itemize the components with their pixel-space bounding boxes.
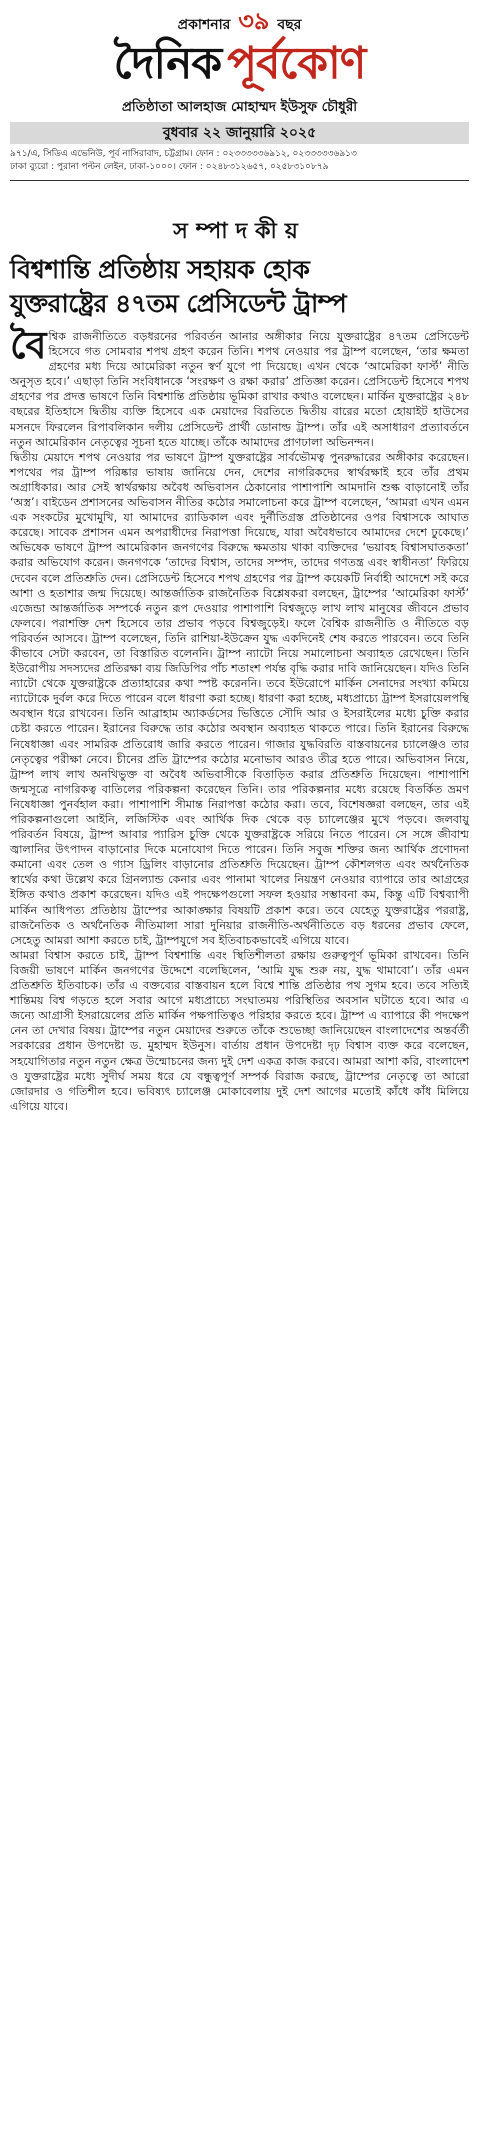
logo-part2: পূর্বকোণ bbox=[227, 38, 366, 89]
headline-line-1: বিশ্বশান্তি প্রতিষ্ঠায় সহায়ক হোক bbox=[10, 255, 310, 284]
anniversary-suffix: বছর bbox=[277, 17, 302, 33]
paragraph: আমরা বিশ্বাস করতে চাই, ট্রাম্প বিশ্বশান্তি এবং স্থিতিশীলতা রক্ষায় গুরুত্বপূর্ণ ভূমিকা রাখবেন। তিনি বিজয়ী ভাষণে মার্কিন জনগণের উদ্দেশে বলেছিলেন, ‘আমি যুদ্ধ শুরু নয়, যুদ্ধ থামাবো’। তাঁর এমন প্রতিশ্রুতি ইতিবাচক। তাঁর এ বক্তব্যের বাস্তবায়ন হলে বিশ্বে শান্তি প্রতিষ্ঠার পথ সুগম হবে। তবে সত্যিই শান্তিময় বিশ্ব গড়তে হলে সবার আগে মধ্যপ্রাচ্যে সংঘাতময় পরিস্থিতির অবসান ঘটাতে হবে। আর এ জন্যে আগ্রাসী ইসরায়েলের প্রতি মার্কিন পক্ষপাতিত্বও পরিহার করতে হবে। ট্রাম্প এ ব্যাপারে কী পদক্ষেপ নেন তা দেখার বিষয়। ট্রাম্পের নতুন মেয়াদের শুরুতে তাঁকে শুভেচ্ছা জানিয়েছেন বাংলাদেশের অন্তর্বর্তী সরকারের প্রধান উপদেষ্টা ড. মুহাম্মদ ইউনুস। বার্তায় প্রধান উপদেষ্টা দৃঢ় বিশ্বাস ব্যক্ত করে বলেছেন, সহযোগিতার নতুন নতুন ক্ষেত্র উন্মোচনের জন্য দুই দেশ একত্র কাজ করবে। আমরা আশা করি, বাংলাদেশ ও যুক্তরাষ্ট্রের মধ্যে সুদীর্ঘ সময় ধরে যে বন্ধুত্বপূর্ণ সম্পর্ক বিরাজ করছে, ট্রাম্পের নেতৃত্বে তা আরো জোরদার ও গতিশীল হবে। ভবিষ্যৎ চ্যালেঞ্জ মোকাবেলায় দুই দেশ আগের মতোই কাঁধে কাঁধ মিলিয়ে এগিয়ে যাবে। bbox=[10, 948, 469, 1113]
anniversary-number: ৩৯ bbox=[238, 7, 270, 35]
date-bar: বুধবার ২২ জানুয়ারি ২০২৫ bbox=[10, 122, 469, 144]
article-body bbox=[10, 323, 469, 1114]
address-line-1: ৯৭১/এ, সিডিএ এভেনিউ, পূর্ব নাসিরাবাদ, চট্টগ্রাম। ফোন : ০২৩৩৩৩৩৬৯১২, ০২৩৩৩৩৩৬৯১৩ bbox=[10, 149, 357, 159]
article-headline bbox=[10, 253, 469, 321]
newspaper-logo bbox=[10, 34, 469, 94]
section-title: সম্পাদকীয় bbox=[173, 219, 306, 244]
paragraph-text: শ্বিক রাজনীতিতে বড়ধরনের পরিবর্তন আনার অঙ্গীকার নিয়ে যুক্তরাষ্ট্রের ৪৭তম প্রেসিডেন্ট হিসেবে গত সোমবার শপথ গ্রহণ করেন তিনি। শপথ নেওয়ার পর ট্রাম্প বলেছেন, ‘তার ক্ষমতা গ্রহণের মধ্য দিয়ে আমেরিকা নতুন স্বর্ণ যুগে পা দিয়েছে। এখন থেকে ‘আমেরিকা ফার্স্ট’ নীতি অনুসৃত হবে।’ এছাড়া তিনি সংবিধানকে ‘সংরক্ষণ ও রক্ষা করার’ প্রতিজ্ঞা করেন। প্রেসিডেন্ট হিসেবে শপথ গ্রহণের পর প্রদত্ত ভাষণে তিনি বিশ্বশান্তি প্রতিষ্ঠায় ভূমিকা রাখার কথাও বলেছেন। মার্কিন যুক্তরাষ্ট্রের ২৪৮ বছরের ইতিহাসে দ্বিতীয় ব্যক্তি হিসেবে এক মেয়াদের বিরতিতে দ্বিতীয় বারের মতো হোয়াইট হাউসের মসনদে ফিরলেন রিপাবলিকান দলীয় প্রেসিডেন্ট প্রার্থী ডোনাল্ড ট্রাম্প। তাঁর এই অসাধারণ প্রত্যাবর্তনে নতুন আমেরিকান নেতৃত্বের সূচনা হতে যাচ্ছে। তাঁকে আমাদের প্রাণঢালা অভিনন্দন। bbox=[10, 330, 469, 449]
paragraph bbox=[10, 323, 469, 450]
founder-line: প্রতিষ্ঠাতা আলহাজ মোহাম্মদ ইউসুফ চৌধুরী bbox=[121, 99, 358, 115]
logo-part1: দৈনিক bbox=[113, 38, 222, 89]
drop-cap: বৈ bbox=[10, 323, 47, 367]
anniversary-banner bbox=[10, 8, 469, 34]
paragraph: দ্বিতীয় মেয়াদে শপথ নেওয়ার পর ভাষণে ট্রাম্প যুক্তরাষ্ট্রের সার্বভৌমত্ব পুনরুদ্ধারের অঙ্গীকার করেছেন। শপথের পর ট্রাম্প পরিষ্কার ভাষায় জানিয়ে দেন, দেশের নাগরিকদের স্বার্থরক্ষাই হবে তাঁর প্রথম অগ্রাধিকার। আর সেই স্বার্থরক্ষায় অবৈধ অভিবাসন ঠেকানোর পাশাপাশি আমদানি শুল্ক বাড়ানোই তাঁর ‘অস্ত্র’। বাইডেন প্রশাসনের অভিবাসন নীতির কঠোর সমালোচনা করে ট্রাম্প বলেছেন, ‘আমরা এখন এমন এক সংকটের মুখোমুখি, যা আমাদের র‍্যাডিকাল এবং দুর্নীতিগ্রস্ত প্রতিষ্ঠানের ওপর বিশ্বাসকে আঘাত করেছে। সাবেক প্রশাসন এমন অপরাধীদের নিরাপত্তা দিয়েছে, যারা অবৈধভাবে আমাদের দেশে ঢুকেছে।’ অভিষেক ভাষণে ট্রাম্প আমেরিকান জনগণের বিরুদ্ধে ক্ষমতায় থাকা ব্যক্তিদের ‘ভয়াবহ বিশ্বাসঘাতকতা’ করার অভিযোগ করেন। জনগণকে ‘তাদের বিশ্বাস, তাদের সম্পদ, তাদের গণতন্ত্র এবং স্বাধীনতা’ ফিরিয়ে দেবেন বলে প্রতিশ্রুতি দেন। প্রেসিডেন্ট হিসেবে শপথ গ্রহণের পর ট্রাম্প কয়েকটি নির্বাহী আদেশে সই করে আশা ও হতাশার জন্ম দিয়েছে। আন্তর্জাতিক রাজনৈতিক বিশ্লেষকরা বলছেন, ট্রাম্পের ‘আমেরিকা ফার্স্ট’ এজেন্ডা আন্তর্জাতিক সম্পর্কে নতুন রূপ দেওয়ার পাশাপাশি বিশ্বজুড়ে লাখ লাখ মানুষের জীবনে প্রভাব ফেলবে। পরাশক্তি দেশ হিসেবে তার প্রভাব পড়বে বিশ্বজুড়েই। ফলে বৈশ্বিক রাজনীতি ও নীতিতে বড় পরিবর্তন আসবে। ট্রাম্প বলেছেন, তিনি রাশিয়া-ইউক্রেন যুদ্ধ একদিনেই শেষ করতে পারবেন। তবে তিনি কীভাবে সেটা করবেন, তা বিস্তারিত বলেননি। ট্রাম্প ন্যাটো নিয়ে সমালোচনা অব্যাহত রেখেছেন। তিনি ইউরোপীয় সদস্যদের প্রতিরক্ষা ব্যয় জিডিপির পাঁচ শতাংশ পর্যন্ত বৃদ্ধি করার দাবি জানিয়েছেন। যদিও তিনি ন্যাটো থেকে যুক্তরাষ্ট্রকে প্রত্যাহারের কথা স্পষ্ট করেননি। তবে ইউরোপে মার্কিন সেনাদের সংখ্যা কমিয়ে ন্যাটোকে দুর্বল করে দিতে পারেন বলে ধারণা করা হচ্ছে। ধারণা করা হচ্ছে, মধ্যপ্রাচ্যে ট্রাম্প ইসরায়েলপন্থি অবস্থান ধরে রাখবেন। তিনি আব্রাহাম অ্যাকর্ডসের ভিত্তিতে সৌদি আর ও ইসরাইলের মধ্যে চুক্তি করার চেষ্টা করতে পারেন। ইরানের বিরুদ্ধে তার কঠোর অবস্থান অব্যাহত থাকতে পারে। তিনি ইরানের বিরুদ্ধে নিষেধাজ্ঞা এবং সামরিক প্রতিরোধ জারি করতে পারেন। গাজার যুদ্ধবিরতি বাস্তবায়নের চ্যালেঞ্জও তার নেতৃত্বের পরীক্ষা নেবে। চীনের প্রতি ট্রাম্পের কঠোর মনোভাব আরও তীব্র হতে পারে। অভিবাসন নিয়ে, ট্রাম্প লাখ লাখ অনথিভুক্ত বা অবৈধ অভিবাসীকে বিতাড়িত করার প্রতিশ্রুতি দিয়েছেন। পাশাপাশি জন্মসূত্রে নাগরিকত্ব বাতিলের পরিকল্পনা করেছেন তিনি। তার পরিকল্পনার মধ্যে রয়েছে বিতর্কিত ভ্রমণ নিষেধাজ্ঞা পুনর্বহাল করা। পাশাপাশি সীমান্ত নিরাপত্তা কঠোর করা। তবে, বিশেষজ্ঞরা বলছেন, তার এই পরিকল্পনাগুলো আইনি, লজিস্টিক এবং আর্থিক দিক থেকে বড় চ্যালেঞ্জের মুখে পড়বে। জলবায়ু পরিবর্তন বিষয়ে, ট্রাম্প আবার প্যারিস চুক্তি থেকে যুক্তরাষ্ট্রকে সরিয়ে নিতে পারেন। সে সঙ্গে জীবাশ্ম জ্বালানির উৎপাদন বাড়ানোর দিকে মনোযোগ দিতে পারেন। তিনি সবুজ শক্তির জন্য আর্থিক প্রণোদনা কমানো এবং তেল ও গ্যাস ড্রিলিং বাড়ানোর প্রতিশ্রুতি দিয়েছেন। ট্রাম্প কৌশলগত এবং অর্থনৈতিক স্বার্থের কথা উল্লেখ করে গ্রিনল্যান্ড কেনার এবং পানামা খালের নিয়ন্ত্রণ নেওয়ার ব্যাপারে তার আগ্রহের ইঙ্গিত কথাও প্রকাশ করেছেন। যদিও এই পদক্ষেপগুলো সফল হওয়ার সম্ভাবনা কম, কিন্তু এটি বিশ্বব্যাপী মার্কিন আধিপত্য প্রতিষ্ঠায় ট্রাম্পের আকাঙ্ক্ষার বিষয়টি প্রকাশ করে। তবে যেহেতু যুক্তরাষ্ট্রের পররাষ্ট্র, রাজনৈতিক ও অর্থনৈতিক নীতিমালা সারা দুনিয়ার রাজনীতি-অর্থনীতিতে বড় ধরনের প্রভাব ফেলে, সেহেতু আমরা আশা করতে চাই, ট্রাম্পযুগে সব ইতিবাচকভাবেই এগিয়ে যাবে। bbox=[10, 450, 469, 947]
divider bbox=[10, 180, 469, 181]
address-line-2: ঢাকা ব্যুরো : পুরানা পল্টন লেইন, ঢাকা-১০০০। ফোন : ০২৪৮৩১২৬৫৭, ০২৫৮৩১০৮৭৯ bbox=[10, 162, 329, 172]
headline-line-2: যুক্তরাষ্ট্রের ৪৭তম প্রেসিডেন্ট ট্রাম্প bbox=[10, 289, 347, 318]
anniversary-prefix: প্রকাশনার bbox=[177, 17, 231, 33]
